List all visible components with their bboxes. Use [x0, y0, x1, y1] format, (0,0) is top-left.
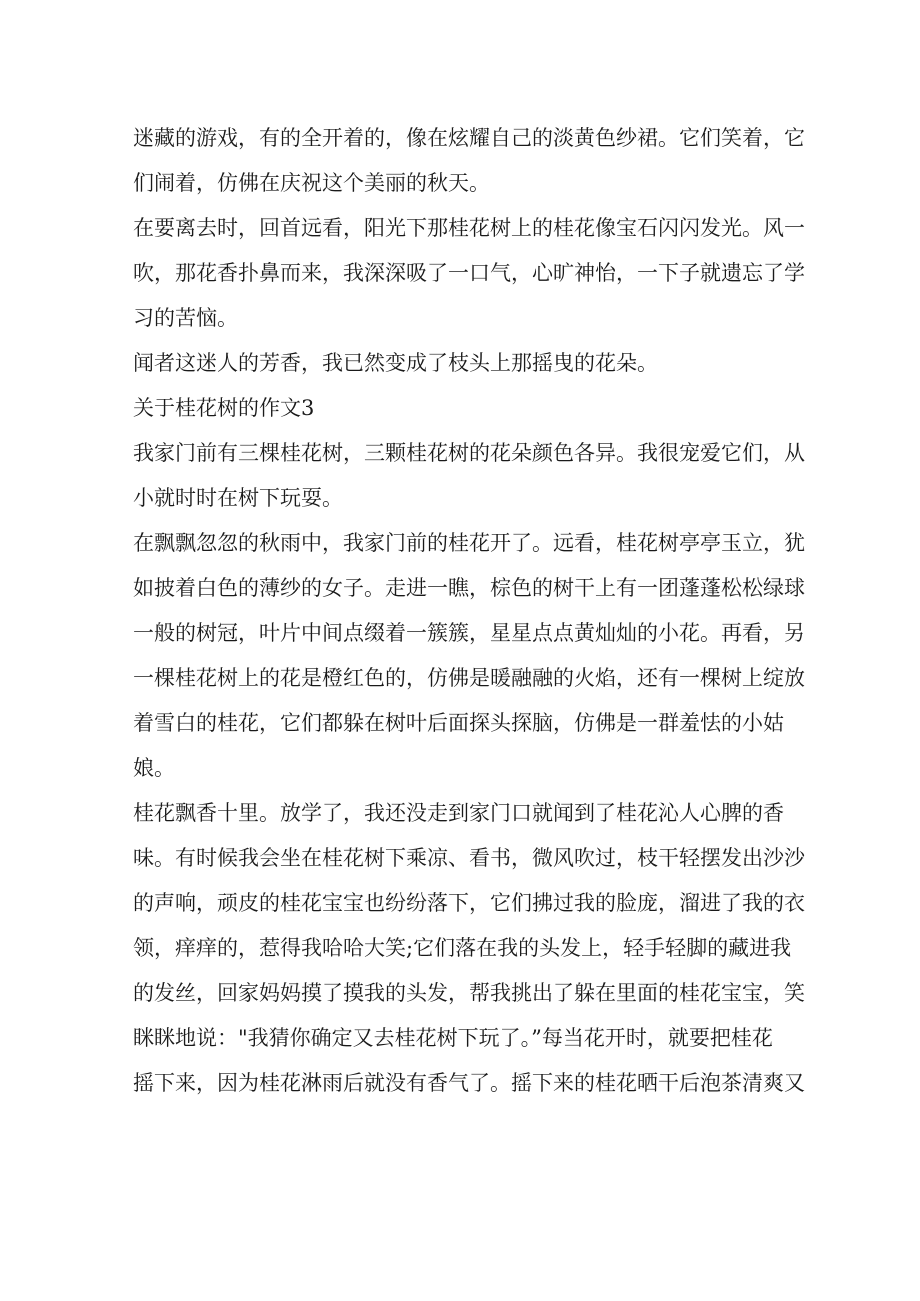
text-line: 我家门前有三棵桂花树，三颗桂花树的花朵颜色各异。我很宠爱它们，从 — [133, 441, 805, 465]
text-line: 着雪白的桂花，它们都躲在树叶后面探头探脑，仿佛是一群羞怯的小姑 — [133, 711, 784, 735]
paragraph — [133, 791, 805, 1106]
text-line: 习的苦恼。 — [133, 306, 238, 330]
text-line: 的声响，顽皮的桂花宝宝也纷纷落下，它们拂过我的脸庞，溜进了我的衣 — [133, 891, 805, 915]
document-body — [133, 116, 805, 1106]
paragraph — [133, 116, 805, 206]
text-line: 在飘飘忽忽的秋雨中，我家门前的桂花开了。远看，桂花树亭亭玉立，犹 — [133, 531, 805, 555]
paragraph — [133, 431, 805, 521]
text-line: 摇下来，因为桂花淋雨后就没有香气了。摇下来的桂花晒干后泡茶清爽又 — [133, 1071, 805, 1095]
heading-line: 关于桂花树的作文3 — [133, 396, 315, 420]
paragraph — [133, 521, 805, 791]
text-line: 如披着白色的薄纱的女子。走进一瞧，棕色的树干上有一团蓬蓬松松绿球 — [133, 576, 805, 600]
text-line: 味。有时候我会坐在桂花树下乘凉、看书，微风吹过，枝干轻摆发出沙沙 — [133, 846, 805, 870]
text-line: 们闹着，仿佛在庆祝这个美丽的秋天。 — [133, 171, 490, 195]
text-line: 眯眯地说："我猜你确定又去桂花树下玩了。”每当花开时，就要把桂花 — [133, 1026, 773, 1050]
text-line: 闻者这迷人的芳香，我已然变成了枝头上那摇曳的花朵。 — [133, 351, 658, 375]
text-line: 桂花飘香十里。放学了，我还没走到家门口就闻到了桂花沁人心脾的香 — [133, 801, 784, 825]
paragraph — [133, 341, 783, 386]
text-line: 小就时时在树下玩耍。 — [133, 486, 343, 510]
text-line: 娘。 — [133, 756, 175, 780]
text-line: 吹，那花香扑鼻而来，我深深吸了一口气，心旷神怡，一下子就遗忘了学 — [133, 261, 805, 285]
text-line: 领，痒痒的，惹得我哈哈大笑;它们落在我的头发上，轻手轻脚的藏进我 — [133, 936, 792, 960]
text-line: 一般的树冠，叶片中间点缀着一簇簇，星星点点黄灿灿的小花。再看，另 — [133, 621, 805, 645]
text-line: 一棵桂花树上的花是橙红色的，仿佛是暖融融的火焰，还有一棵树上绽放 — [133, 666, 805, 690]
text-line: 在要离去时，回首远看，阳光下那桂花树上的桂花像宝石闪闪发光。风一 — [133, 216, 805, 240]
text-line: 的发丝，回家妈妈摸了摸我的头发，帮我挑出了躲在里面的桂花宝宝，笑 — [133, 981, 805, 1005]
text-line: 迷藏的游戏，有的全开着的，像在炫耀自己的淡黄色纱裙。它们笑着，它 — [133, 126, 805, 150]
section-heading — [133, 386, 783, 431]
paragraph — [133, 206, 805, 341]
